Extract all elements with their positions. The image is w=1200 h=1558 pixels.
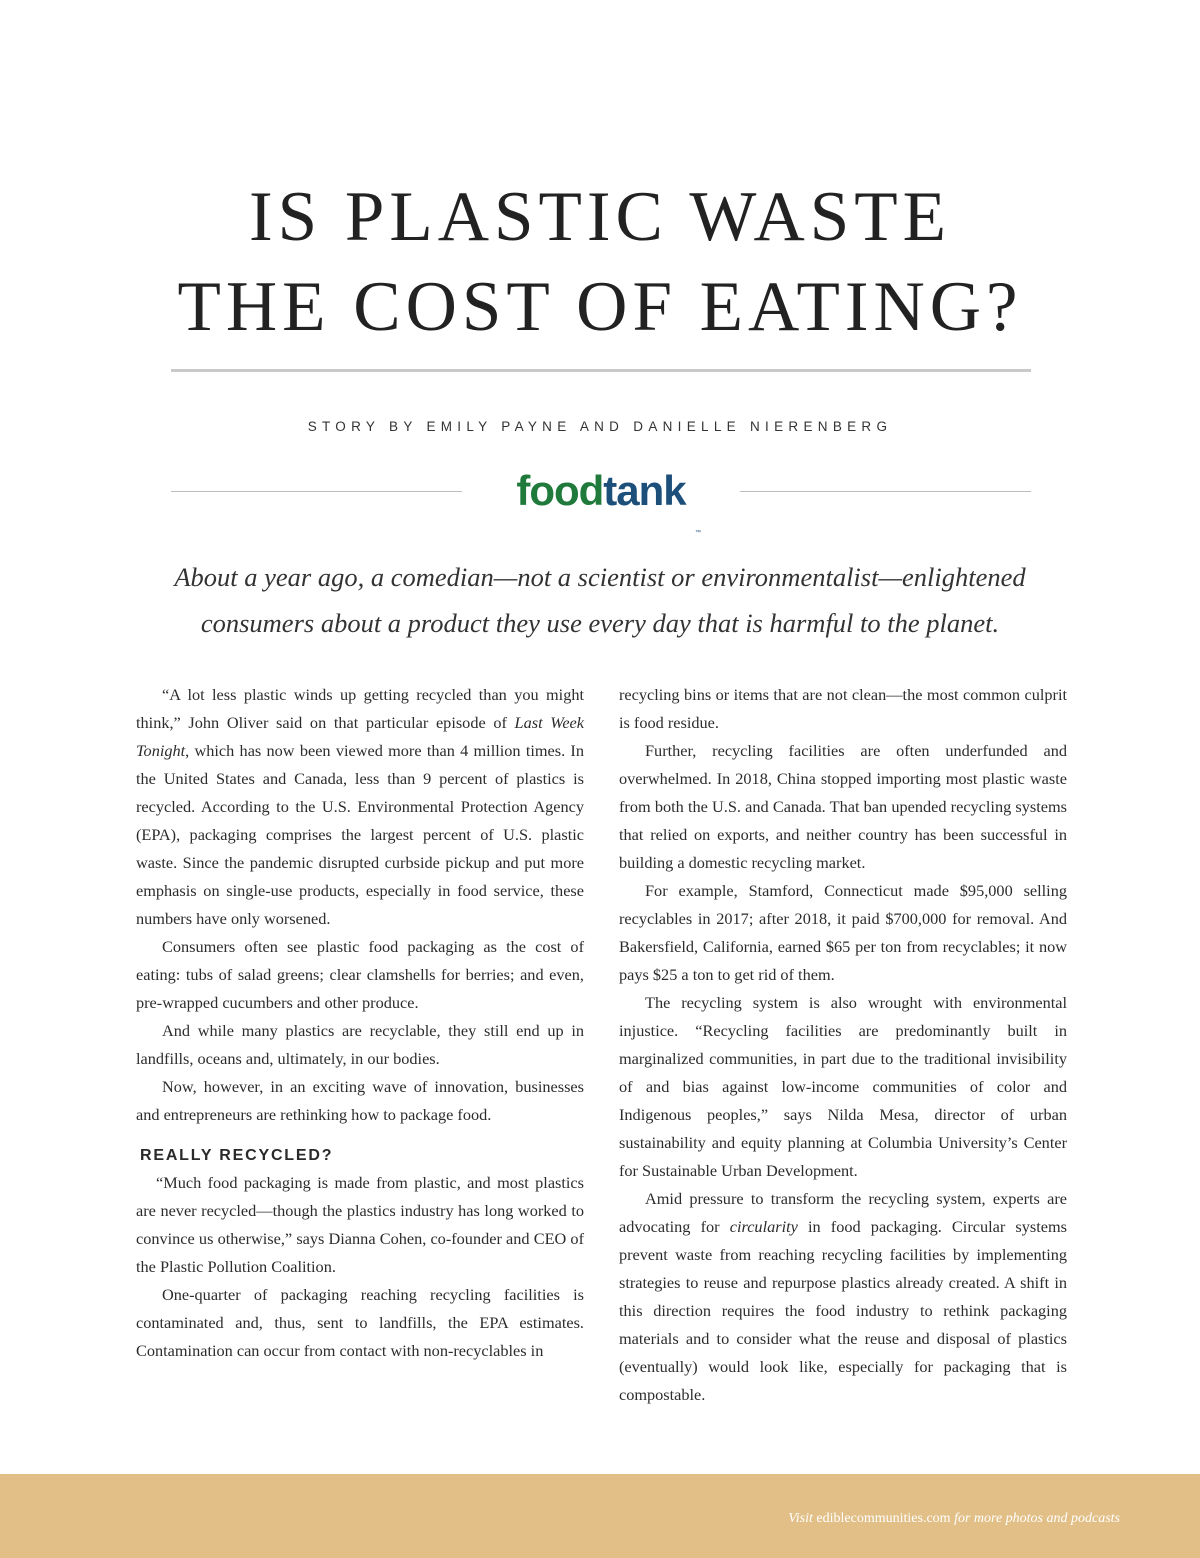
byline: STORY BY EMILY PAYNE AND DANIELLE NIERENBERG — [307, 419, 893, 434]
paragraph: Now, however, in an exciting wave of innovation, businesses and entrepreneurs are rethinking how to package food. — [136, 1077, 584, 1124]
title-divider — [171, 369, 1031, 372]
article-title — [0, 172, 1200, 352]
footer-site-link[interactable]: ediblecommunities.com — [816, 1511, 951, 1526]
logo-part-food: food — [516, 467, 604, 514]
footer-band — [0, 1474, 1200, 1558]
paragraph: Further, recycling facilities are often underfunded and overwhelmed. In 2018, China stopped importing most plastic waste from both the U.S. and Canada. That ban upended recycling systems that relied on exports, and neither country has been successful in building a domestic recycling market. — [619, 741, 1067, 872]
paragraph: The recycling system is also wrought with environmental injustice. “Recycling facilities are predominantly built in marginalized communities, in part due to the traditional invisibility of and bias against low-income communities of color and Indigenous peoples,” says Nilda Mesa, director of urban sustainability and equity planning at Columbia University’s Center for Sustainable Urban Development. — [619, 993, 1067, 1180]
logo-part-tank: tank — [603, 467, 686, 514]
footer-tail: for more photos and podcasts — [954, 1511, 1120, 1526]
emphasis-term: circularity — [729, 1217, 798, 1236]
dek-line-1: About a year ago, a comedian—not a scientist or environmentalist—enlightened — [174, 562, 1026, 592]
title-line-1: IS PLASTIC WASTE — [249, 178, 951, 256]
paragraph: For example, Stamford, Connecticut made $95,000 selling recyclables in 2017; after 2018, it paid $700,000 for removal. And Bakersfield, California, earned $65 per ton from recyclables; it now pays $25 a ton to get rid of them. — [619, 881, 1067, 984]
foodtank-logo — [462, 467, 740, 536]
subhead-really-recycled: REALLY RECYCLED? — [140, 1147, 334, 1164]
paragraph — [136, 681, 584, 933]
text-run: Amid pressure to transform the recycling system, experts are advocating for — [619, 1189, 1067, 1236]
logo-trademark: ™ — [695, 530, 701, 536]
title-line-2: THE COST OF EATING? — [177, 268, 1023, 346]
show-title: Last Week Tonight — [136, 713, 584, 760]
paragraph: “Much food packaging is made from plastic, and most plastics are never recycled—though the plastics industry has long worked to convince us otherwise,” says Dianna Cohen, co-founder and CEO of the Plastic Pollution Coalition. — [136, 1173, 584, 1276]
left-column — [136, 681, 584, 1365]
text-run: in food packaging. Circular systems prevent waste from reaching recycling facilities by implementing strategies to reuse and repurpose plastics already created. A shift in this direction requires the food industry to rethink packaging materials and to consider what the reuse and disposal of plastics (eventually) would look like, especially for packaging that is compostable. — [619, 1217, 1067, 1404]
footer-text — [788, 1511, 1120, 1527]
paragraph: recycling bins or items that are not clean—the most common culprit is food residue. — [619, 685, 1067, 732]
text-run: , which has now been viewed more than 4 million times. In the United States and Canada, less than 9 percent of plastics is recycled. According to the U.S. Environmental Protection Agency (EPA), packaging comprises the largest percent of U.S. plastic waste. Since the pandemic disrupted curbside pickup and put more emphasis on single-use products, especially in food service, these numbers have only worsened. — [136, 741, 584, 928]
footer-visit: Visit — [788, 1511, 813, 1526]
dek-line-2: consumers about a product they use every day that is harmful to the planet. — [200, 608, 1000, 638]
logo-rule-left — [171, 491, 462, 492]
paragraph: And while many plastics are recyclable, they still end up in landfills, oceans and, ultimately, in our bodies. — [136, 1021, 584, 1068]
paragraph — [619, 1185, 1067, 1409]
paragraph: Consumers often see plastic food packaging as the cost of eating: tubs of salad greens; clear clamshells for berries; and even, pre-wrapped cucumbers and other produce. — [136, 937, 584, 1012]
right-column — [619, 681, 1067, 1409]
article-dek — [100, 554, 1100, 646]
text-run: “A lot less plastic winds up getting recycled than you might think,” John Oliver said on that particular episode of — [136, 685, 584, 732]
paragraph: One-quarter of packaging reaching recycling facilities is contaminated and, thus, sent to landfills, the EPA estimates. Contamination can occur from contact with non-recyclables in — [136, 1285, 584, 1360]
logo-rule-right — [740, 491, 1031, 492]
